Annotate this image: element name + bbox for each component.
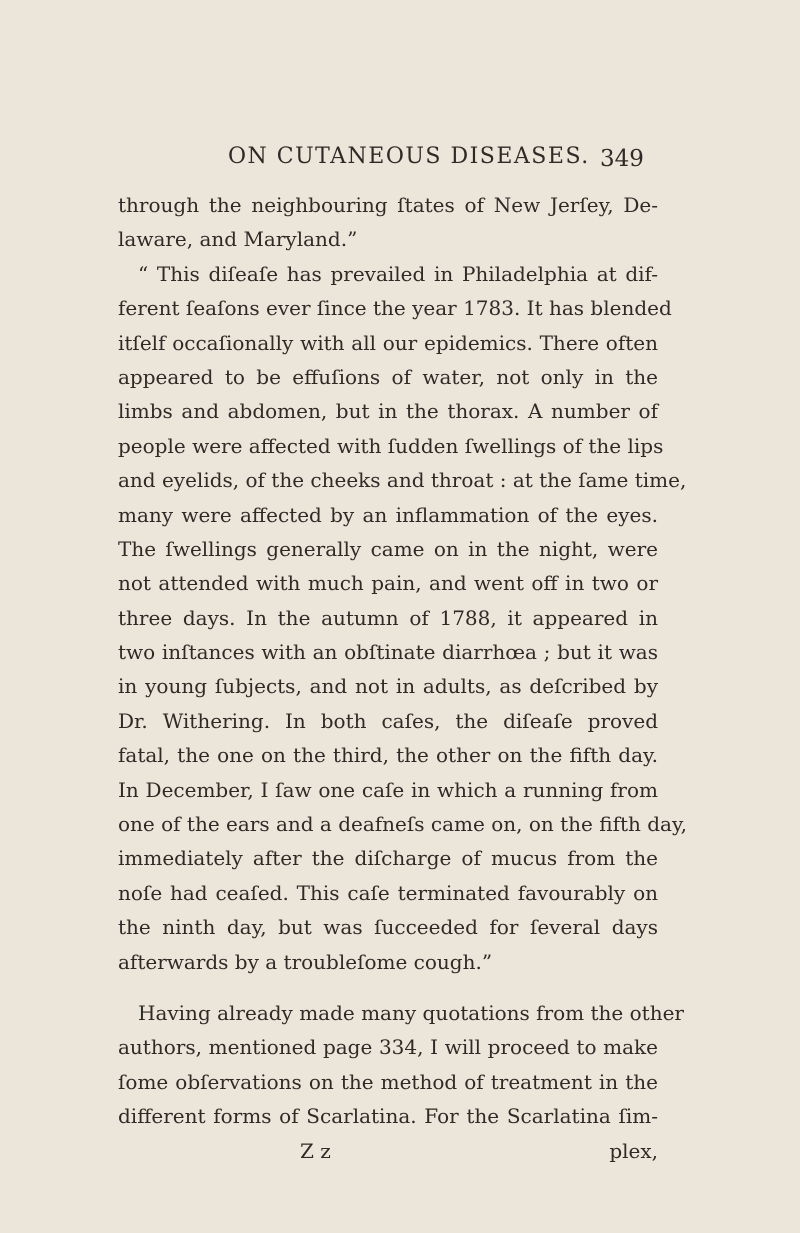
text-line: the ninth day, but was ſucceeded for ſeveral days <box>118 915 658 940</box>
text-line: “ This diſeaſe has prevailed in Philadelphia at dif- <box>138 261 658 286</box>
text-line: not attended with much pain, and went off in two or <box>118 571 658 596</box>
page-number: 349 <box>600 146 644 172</box>
text-line: through the neighbouring ſtates of New Jerſey, De- <box>118 193 658 217</box>
text-line: appeared to be effuſions of water, not only in the <box>118 364 658 389</box>
text-line: many were affected by an inflammation of the eyes. <box>118 502 658 527</box>
running-head: ON CUTANEOUS DISEASES. <box>228 144 590 169</box>
text-line: Dr. Withering. In both caſes, the diſeaſe proved <box>118 708 658 733</box>
page-footer <box>118 1134 658 1168</box>
text-line: Having already made many quotations from the other <box>138 1000 684 1025</box>
text-line: In December, I ſaw one caſe in which a running from <box>118 777 658 802</box>
text-line: laware, and Maryland.” <box>118 227 358 252</box>
text-line: noſe had ceaſed. This caſe terminated favourably on <box>118 880 658 905</box>
text-line: and eyelids, of the cheeks and throat : at the ſame time, <box>118 468 687 493</box>
text-line: immediately after the diſcharge of mucus from the <box>118 846 658 871</box>
text-line: two inſtances with an obſtinate diarrhœa ; but it was <box>118 640 658 665</box>
text-line: people were affected with ſudden ſwellings of the lips <box>118 433 664 458</box>
text-block <box>118 188 687 1168</box>
paragraph <box>118 996 684 1134</box>
text-line: three days. In the autumn of 1788, it appeared in <box>118 605 658 630</box>
text-line: one of the ears and a deafneſs came on, on the fifth day, <box>118 812 687 837</box>
paragraph-gap <box>118 979 658 996</box>
text-line: ferent ſeaſons ever ſince the year 1783. It has blended <box>118 296 672 321</box>
page-header <box>0 144 800 184</box>
text-line: The ſwellings generally came on in the night, were <box>118 536 658 561</box>
text-line: different forms of Scarlatina. For the Scarlatina ſim- <box>118 1104 658 1129</box>
catchword: plex, <box>609 1138 658 1163</box>
text-line: afterwards by a troubleſome cough.” <box>118 949 493 974</box>
text-line: itſelf occaſionally with all our epidemics. There often <box>118 330 658 355</box>
quoted-passage <box>118 188 687 979</box>
signature-mark: Z z <box>300 1138 331 1163</box>
text-line: ſome obſervations on the method of treatment in the <box>118 1069 658 1094</box>
text-line: in young ſubjects, and not in adults, as deſcribed by <box>118 674 658 699</box>
text-line: authors, mentioned page 334, I will proceed to make <box>118 1035 658 1060</box>
text-line: fatal, the one on the third, the other on the fifth day. <box>118 743 658 768</box>
text-line: limbs and abdomen, but in the thorax. A number of <box>118 399 658 424</box>
